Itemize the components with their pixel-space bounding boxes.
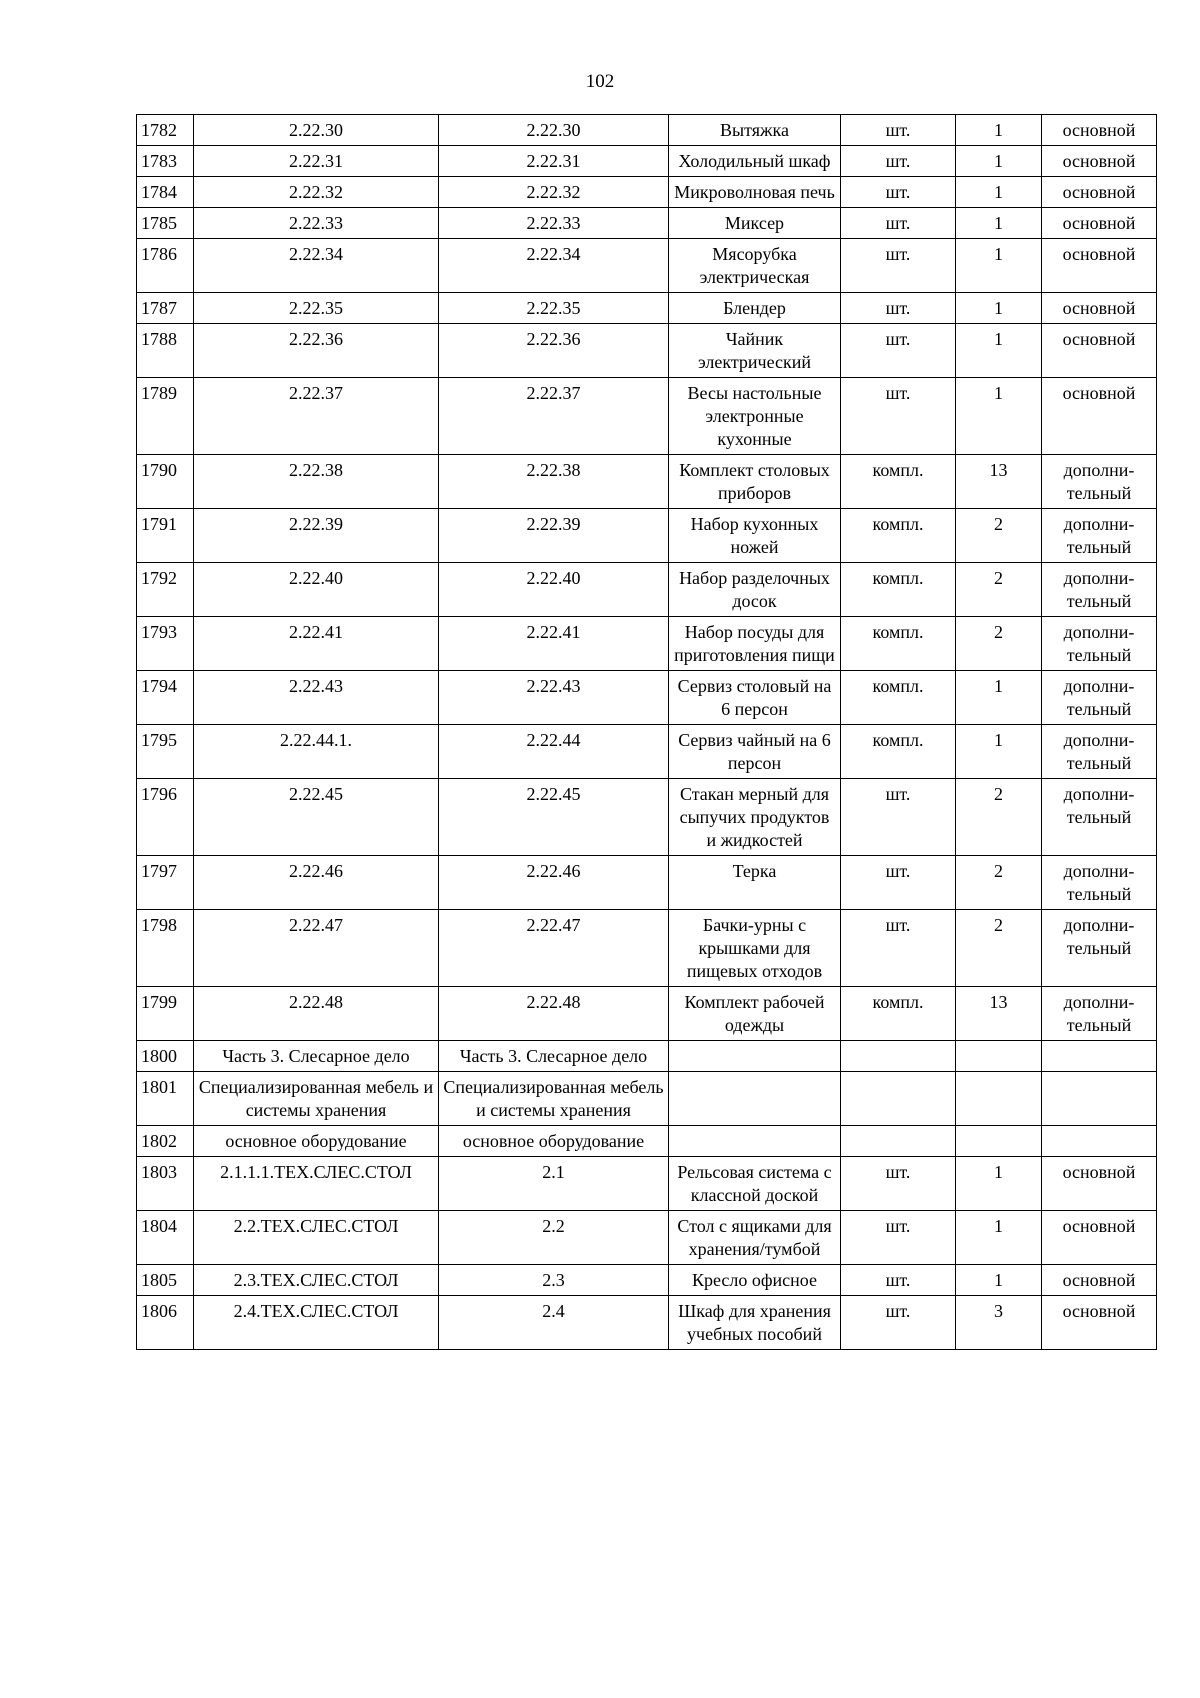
quantity-cell bbox=[956, 1041, 1042, 1072]
table-row bbox=[137, 1157, 1157, 1211]
equipment-type-cell: основной bbox=[1042, 208, 1157, 239]
quantity-cell: 1 bbox=[956, 378, 1042, 455]
item-name-cell: Вытяжка bbox=[669, 115, 841, 146]
table-row bbox=[137, 324, 1157, 378]
ref-code-cell: 2.22.30 bbox=[439, 115, 669, 146]
ref-code-cell: 2.22.37 bbox=[439, 378, 669, 455]
item-name-cell: Комплект рабочей одежды bbox=[669, 987, 841, 1041]
ref-code-cell: 2.22.48 bbox=[439, 987, 669, 1041]
item-name-cell: Кресло офисное bbox=[669, 1265, 841, 1296]
equipment-type-cell: дополни-тельный bbox=[1042, 509, 1157, 563]
ref-code-cell: 2.2 bbox=[439, 1211, 669, 1265]
unit-cell: шт. bbox=[841, 1211, 956, 1265]
unit-cell: компл. bbox=[841, 563, 956, 617]
unit-cell: шт. bbox=[841, 910, 956, 987]
ref-code-cell: Часть 3. Слесарное дело bbox=[439, 1041, 669, 1072]
code-cell: 2.22.37 bbox=[194, 378, 439, 455]
item-name-cell: Набор кухонных ножей bbox=[669, 509, 841, 563]
table-row bbox=[137, 779, 1157, 856]
code-cell: 2.22.45 bbox=[194, 779, 439, 856]
table-row bbox=[137, 563, 1157, 617]
unit-cell: шт. bbox=[841, 177, 956, 208]
equipment-type-cell: дополни-тельный bbox=[1042, 856, 1157, 910]
unit-cell: шт. bbox=[841, 239, 956, 293]
code-cell: Часть 3. Слесарное дело bbox=[194, 1041, 439, 1072]
ref-code-cell: 2.22.32 bbox=[439, 177, 669, 208]
unit-cell: шт. bbox=[841, 146, 956, 177]
unit-cell: компл. bbox=[841, 725, 956, 779]
code-cell: 2.3.ТЕХ.СЛЕС.СТОЛ bbox=[194, 1265, 439, 1296]
table-row bbox=[137, 378, 1157, 455]
ref-code-cell: 2.22.47 bbox=[439, 910, 669, 987]
table-row bbox=[137, 1072, 1157, 1126]
equipment-type-cell: основной bbox=[1042, 324, 1157, 378]
item-name-cell: Миксер bbox=[669, 208, 841, 239]
ref-code-cell: 2.22.39 bbox=[439, 509, 669, 563]
row-number-cell: 1801 bbox=[137, 1072, 194, 1126]
ref-code-cell: 2.4 bbox=[439, 1296, 669, 1350]
quantity-cell: 3 bbox=[956, 1296, 1042, 1350]
unit-cell: шт. bbox=[841, 115, 956, 146]
item-name-cell: Микроволновая печь bbox=[669, 177, 841, 208]
ref-code-cell: Специализированная мебель и системы хранения bbox=[439, 1072, 669, 1126]
ref-code-cell: основное оборудование bbox=[439, 1126, 669, 1157]
unit-cell bbox=[841, 1126, 956, 1157]
code-cell: основное оборудование bbox=[194, 1126, 439, 1157]
code-cell: 2.22.31 bbox=[194, 146, 439, 177]
unit-cell: шт. bbox=[841, 856, 956, 910]
quantity-cell: 1 bbox=[956, 1265, 1042, 1296]
item-name-cell: Сервиз чайный на 6 персон bbox=[669, 725, 841, 779]
row-number-cell: 1792 bbox=[137, 563, 194, 617]
code-cell: 2.22.41 bbox=[194, 617, 439, 671]
unit-cell: компл. bbox=[841, 455, 956, 509]
unit-cell: компл. bbox=[841, 617, 956, 671]
row-number-cell: 1789 bbox=[137, 378, 194, 455]
quantity-cell: 1 bbox=[956, 208, 1042, 239]
equipment-type-cell: основной bbox=[1042, 115, 1157, 146]
table-row bbox=[137, 455, 1157, 509]
item-name-cell: Чайник электрический bbox=[669, 324, 841, 378]
table-row bbox=[137, 1126, 1157, 1157]
equipment-table bbox=[136, 114, 1157, 1350]
row-number-cell: 1783 bbox=[137, 146, 194, 177]
ref-code-cell: 2.3 bbox=[439, 1265, 669, 1296]
code-cell: 2.22.46 bbox=[194, 856, 439, 910]
code-cell: Специализированная мебель и системы хранения bbox=[194, 1072, 439, 1126]
row-number-cell: 1786 bbox=[137, 239, 194, 293]
unit-cell bbox=[841, 1041, 956, 1072]
item-name-cell: Набор посуды для приготовления пищи bbox=[669, 617, 841, 671]
ref-code-cell: 2.22.34 bbox=[439, 239, 669, 293]
equipment-type-cell: основной bbox=[1042, 146, 1157, 177]
item-name-cell bbox=[669, 1126, 841, 1157]
quantity-cell: 2 bbox=[956, 617, 1042, 671]
ref-code-cell: 2.22.33 bbox=[439, 208, 669, 239]
code-cell: 2.4.ТЕХ.СЛЕС.СТОЛ bbox=[194, 1296, 439, 1350]
unit-cell: шт. bbox=[841, 378, 956, 455]
table-row bbox=[137, 1211, 1157, 1265]
row-number-cell: 1788 bbox=[137, 324, 194, 378]
ref-code-cell: 2.22.31 bbox=[439, 146, 669, 177]
page-number: 102 bbox=[585, 71, 615, 92]
unit-cell: шт. bbox=[841, 1296, 956, 1350]
code-cell: 2.22.35 bbox=[194, 293, 439, 324]
table-row bbox=[137, 725, 1157, 779]
unit-cell: компл. bbox=[841, 671, 956, 725]
code-cell: 2.22.39 bbox=[194, 509, 439, 563]
quantity-cell: 2 bbox=[956, 563, 1042, 617]
row-number-cell: 1797 bbox=[137, 856, 194, 910]
ref-code-cell: 2.22.36 bbox=[439, 324, 669, 378]
equipment-type-cell: дополни-тельный bbox=[1042, 455, 1157, 509]
code-cell: 2.22.36 bbox=[194, 324, 439, 378]
quantity-cell: 1 bbox=[956, 177, 1042, 208]
row-number-cell: 1795 bbox=[137, 725, 194, 779]
unit-cell: шт. bbox=[841, 779, 956, 856]
code-cell: 2.22.40 bbox=[194, 563, 439, 617]
unit-cell: шт. bbox=[841, 1157, 956, 1211]
item-name-cell: Сервиз столовый на 6 персон bbox=[669, 671, 841, 725]
code-cell: 2.22.32 bbox=[194, 177, 439, 208]
equipment-type-cell: основной bbox=[1042, 1265, 1157, 1296]
equipment-type-cell: дополни-тельный bbox=[1042, 563, 1157, 617]
code-cell: 2.22.43 bbox=[194, 671, 439, 725]
row-number-cell: 1799 bbox=[137, 987, 194, 1041]
table-row bbox=[137, 208, 1157, 239]
unit-cell: компл. bbox=[841, 509, 956, 563]
ref-code-cell: 2.22.45 bbox=[439, 779, 669, 856]
item-name-cell: Холодильный шкаф bbox=[669, 146, 841, 177]
equipment-type-cell: дополни-тельный bbox=[1042, 725, 1157, 779]
item-name-cell: Стакан мерный для сыпучих продуктов и жидкостей bbox=[669, 779, 841, 856]
table-row bbox=[137, 856, 1157, 910]
row-number-cell: 1800 bbox=[137, 1041, 194, 1072]
item-name-cell: Блендер bbox=[669, 293, 841, 324]
code-cell: 2.22.30 bbox=[194, 115, 439, 146]
row-number-cell: 1802 bbox=[137, 1126, 194, 1157]
code-cell: 2.22.44.1. bbox=[194, 725, 439, 779]
quantity-cell: 1 bbox=[956, 1157, 1042, 1211]
code-cell: 2.22.38 bbox=[194, 455, 439, 509]
row-number-cell: 1803 bbox=[137, 1157, 194, 1211]
table-row bbox=[137, 910, 1157, 987]
item-name-cell: Набор разделочных досок bbox=[669, 563, 841, 617]
table-row bbox=[137, 617, 1157, 671]
quantity-cell: 1 bbox=[956, 146, 1042, 177]
equipment-type-cell: основной bbox=[1042, 239, 1157, 293]
row-number-cell: 1805 bbox=[137, 1265, 194, 1296]
unit-cell: шт. bbox=[841, 293, 956, 324]
row-number-cell: 1784 bbox=[137, 177, 194, 208]
ref-code-cell: 2.22.44 bbox=[439, 725, 669, 779]
quantity-cell bbox=[956, 1072, 1042, 1126]
equipment-type-cell: дополни-тельный bbox=[1042, 987, 1157, 1041]
table-row bbox=[137, 987, 1157, 1041]
table-row bbox=[137, 239, 1157, 293]
item-name-cell: Рельсовая система с классной доской bbox=[669, 1157, 841, 1211]
quantity-cell: 2 bbox=[956, 779, 1042, 856]
quantity-cell: 1 bbox=[956, 1211, 1042, 1265]
quantity-cell bbox=[956, 1126, 1042, 1157]
quantity-cell: 1 bbox=[956, 239, 1042, 293]
ref-code-cell: 2.22.38 bbox=[439, 455, 669, 509]
equipment-type-cell bbox=[1042, 1126, 1157, 1157]
row-number-cell: 1785 bbox=[137, 208, 194, 239]
ref-code-cell: 2.22.41 bbox=[439, 617, 669, 671]
code-cell: 2.22.33 bbox=[194, 208, 439, 239]
unit-cell: компл. bbox=[841, 987, 956, 1041]
table-body bbox=[137, 115, 1157, 1350]
quantity-cell: 1 bbox=[956, 115, 1042, 146]
ref-code-cell: 2.1 bbox=[439, 1157, 669, 1211]
equipment-type-cell: основной bbox=[1042, 1211, 1157, 1265]
equipment-type-cell: дополни-тельный bbox=[1042, 617, 1157, 671]
code-cell: 2.22.48 bbox=[194, 987, 439, 1041]
unit-cell bbox=[841, 1072, 956, 1126]
code-cell: 2.1.1.1.ТЕХ.СЛЕС.СТОЛ bbox=[194, 1157, 439, 1211]
equipment-type-cell: основной bbox=[1042, 177, 1157, 208]
row-number-cell: 1787 bbox=[137, 293, 194, 324]
quantity-cell: 13 bbox=[956, 987, 1042, 1041]
ref-code-cell: 2.22.43 bbox=[439, 671, 669, 725]
equipment-type-cell: основной bbox=[1042, 1157, 1157, 1211]
quantity-cell: 1 bbox=[956, 324, 1042, 378]
table-row bbox=[137, 1296, 1157, 1350]
item-name-cell: Комплект столовых приборов bbox=[669, 455, 841, 509]
quantity-cell: 2 bbox=[956, 856, 1042, 910]
equipment-type-cell: основной bbox=[1042, 1296, 1157, 1350]
ref-code-cell: 2.22.40 bbox=[439, 563, 669, 617]
equipment-type-cell: дополни-тельный bbox=[1042, 779, 1157, 856]
quantity-cell: 1 bbox=[956, 293, 1042, 324]
row-number-cell: 1794 bbox=[137, 671, 194, 725]
table-row bbox=[137, 671, 1157, 725]
table-row bbox=[137, 177, 1157, 208]
row-number-cell: 1796 bbox=[137, 779, 194, 856]
equipment-type-cell: дополни-тельный bbox=[1042, 671, 1157, 725]
item-name-cell bbox=[669, 1072, 841, 1126]
item-name-cell: Весы настольные электронные кухонные bbox=[669, 378, 841, 455]
row-number-cell: 1793 bbox=[137, 617, 194, 671]
quantity-cell: 2 bbox=[956, 509, 1042, 563]
ref-code-cell: 2.22.35 bbox=[439, 293, 669, 324]
row-number-cell: 1790 bbox=[137, 455, 194, 509]
row-number-cell: 1804 bbox=[137, 1211, 194, 1265]
quantity-cell: 1 bbox=[956, 671, 1042, 725]
code-cell: 2.2.ТЕХ.СЛЕС.СТОЛ bbox=[194, 1211, 439, 1265]
quantity-cell: 13 bbox=[956, 455, 1042, 509]
unit-cell: шт. bbox=[841, 208, 956, 239]
equipment-type-cell bbox=[1042, 1072, 1157, 1126]
table-row bbox=[137, 293, 1157, 324]
table-row bbox=[137, 1041, 1157, 1072]
item-name-cell: Шкаф для хранения учебных пособий bbox=[669, 1296, 841, 1350]
quantity-cell: 2 bbox=[956, 910, 1042, 987]
table-row bbox=[137, 115, 1157, 146]
quantity-cell: 1 bbox=[956, 725, 1042, 779]
table-row bbox=[137, 146, 1157, 177]
equipment-type-cell: дополни-тельный bbox=[1042, 910, 1157, 987]
row-number-cell: 1806 bbox=[137, 1296, 194, 1350]
row-number-cell: 1791 bbox=[137, 509, 194, 563]
ref-code-cell: 2.22.46 bbox=[439, 856, 669, 910]
item-name-cell: Мясорубка электрическая bbox=[669, 239, 841, 293]
row-number-cell: 1798 bbox=[137, 910, 194, 987]
code-cell: 2.22.34 bbox=[194, 239, 439, 293]
item-name-cell bbox=[669, 1041, 841, 1072]
table-row bbox=[137, 509, 1157, 563]
code-cell: 2.22.47 bbox=[194, 910, 439, 987]
equipment-type-cell bbox=[1042, 1041, 1157, 1072]
equipment-type-cell: основной bbox=[1042, 378, 1157, 455]
item-name-cell: Бачки-урны с крышками для пищевых отходов bbox=[669, 910, 841, 987]
item-name-cell: Стол с ящиками для хранения/тумбой bbox=[669, 1211, 841, 1265]
unit-cell: шт. bbox=[841, 1265, 956, 1296]
item-name-cell: Терка bbox=[669, 856, 841, 910]
unit-cell: шт. bbox=[841, 324, 956, 378]
equipment-type-cell: основной bbox=[1042, 293, 1157, 324]
row-number-cell: 1782 bbox=[137, 115, 194, 146]
table-row bbox=[137, 1265, 1157, 1296]
